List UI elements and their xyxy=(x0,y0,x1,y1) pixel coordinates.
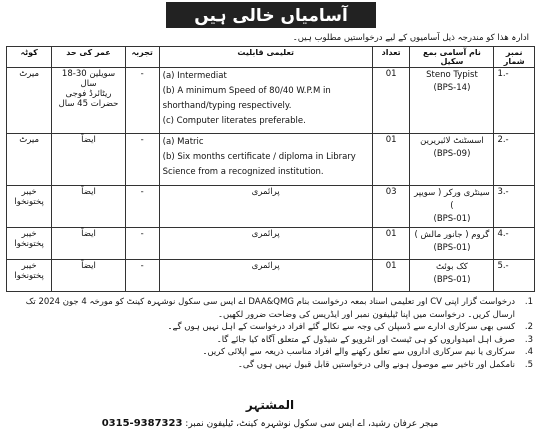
cell-post xyxy=(410,68,494,134)
post-name: Steno Typist xyxy=(426,70,478,80)
cell-serial: 2.- xyxy=(494,134,535,186)
cell-quantity: 01 xyxy=(372,260,410,292)
note-number: 5. xyxy=(524,359,533,370)
table-row xyxy=(7,68,535,134)
table-row xyxy=(7,228,535,260)
qualification-line: (a) Intermediat xyxy=(162,71,227,81)
table-row xyxy=(7,134,535,186)
cell-post xyxy=(410,134,494,186)
note-text: درخواست گزار اپنی CV اور تعلیمی اسناد بمعہ درخواست بنام DAA&QMG اے ایس سی سکول نوشہرہ کینٹ کو مورخہ 4 جون 2024 تک ارسال کریں۔ درخواست میں اپنا ٹیلیفون نمبر اور ایڈریس کی وضاحت ضرور لکھیں۔ xyxy=(25,297,515,320)
cell-qualification xyxy=(159,134,372,186)
cell-experience: - xyxy=(125,134,159,186)
cell-serial: 1.- xyxy=(494,68,535,134)
cell-post xyxy=(410,228,494,260)
table-header-row xyxy=(7,47,535,68)
qualification-line: (a) Matric xyxy=(162,137,204,147)
cell-serial: 3.- xyxy=(494,186,535,228)
qualification-line: (b) A minimum Speed of 80/40 W.P.M in xyxy=(162,86,331,96)
address-text: میجر عرفان رشید، اے ایس سی سکول نوشہرہ کینٹ، ٹیلیفون نمبر: xyxy=(185,419,439,429)
note-item xyxy=(6,346,533,359)
cell-serial: 4.- xyxy=(494,228,535,260)
note-text: کسی بھی سرکاری ادارے سے ڈسپلن کی وجہ سے نکالے گئے افراد درخواست کے اہل نہیں ہوں گے۔ xyxy=(167,322,515,332)
post-name: گروم ( جانور مالش ) xyxy=(414,230,490,240)
post-scale: (BPS-09) xyxy=(433,149,471,159)
cell-age: ایضاً xyxy=(52,186,125,228)
header-serial: نمبر شمار xyxy=(494,47,535,68)
advertiser-title: المشتہر xyxy=(245,398,295,412)
cell-quantity: 01 xyxy=(372,68,410,134)
note-text: نامکمل اور تاخیر سے موصول ہونے والی درخواستیں قابل قبول نہیں ہوں گی۔ xyxy=(237,359,515,370)
page-title: آسامیاں خالی ہیں xyxy=(166,2,376,28)
intro-text: ادارہ ھذا کو مندرجہ ذیل آسامیوں کے لیے درخواستیں مطلوب ہیں۔ xyxy=(292,33,529,43)
note-number: 1. xyxy=(524,297,533,307)
note-text: سرکاری یا نیم سرکاری اداروں سے تعلق رکھنے والے افراد مناسب ذریعہ سے اپلائی کریں۔ xyxy=(202,347,515,357)
cell-post xyxy=(410,260,494,292)
cell-qualification: پرائمری xyxy=(159,186,372,228)
qualification-line: (b) Six months certificate / diploma in Library xyxy=(162,152,356,162)
post-scale: (BPS-01) xyxy=(433,214,471,224)
header-quota: کوٹہ xyxy=(7,47,52,68)
cell-quantity: 03 xyxy=(372,186,410,228)
qualification-line: Science from a recognized institution. xyxy=(162,167,324,177)
cell-quantity: 01 xyxy=(372,134,410,186)
cell-age: ایضاً xyxy=(52,134,125,186)
header-age: عمر کی حد xyxy=(52,47,125,68)
note-item xyxy=(6,359,533,372)
cell-age: ایضاً xyxy=(52,260,125,292)
table-row xyxy=(7,186,535,228)
notes-list xyxy=(6,296,533,371)
cell-experience: - xyxy=(125,186,159,228)
header-qualification: تعلیمی قابلیت xyxy=(159,47,372,68)
cell-quota: خیبر پختونخوا xyxy=(7,186,52,228)
note-item xyxy=(6,321,533,334)
post-scale: (BPS-14) xyxy=(433,83,471,93)
cell-experience: - xyxy=(125,68,159,134)
vacancies-table xyxy=(6,46,535,292)
post-scale: (BPS-01) xyxy=(433,243,471,253)
note-number: 3. xyxy=(524,334,533,345)
table-row xyxy=(7,260,535,292)
header-post: نام آسامی بمع سکیل xyxy=(410,47,494,68)
cell-quota: خیبر پختونخوا xyxy=(7,228,52,260)
post-name: سینٹری ورکر ( سویپر ) xyxy=(414,188,490,211)
cell-age: ایضاً xyxy=(52,228,125,260)
cell-quota: میرٹ xyxy=(7,68,52,134)
post-name: اسسٹنٹ لائبریرین xyxy=(420,136,484,146)
cell-quantity: 01 xyxy=(372,228,410,260)
qualification-line: shorthand/typing respectively. xyxy=(162,101,292,111)
post-scale: (BPS-01) xyxy=(433,275,471,285)
header-experience: تجربہ xyxy=(125,47,159,68)
advertiser-address xyxy=(60,418,480,429)
cell-qualification: پرائمری xyxy=(159,260,372,292)
note-number: 4. xyxy=(524,347,533,357)
phone-number: 0315-9387323 xyxy=(101,418,183,429)
cell-age xyxy=(52,68,125,134)
post-name: کک بوئٹ xyxy=(436,262,468,272)
note-item xyxy=(6,334,533,347)
cell-qualification: پرائمری xyxy=(159,228,372,260)
qualification-line: (c) Computer literates preferable. xyxy=(162,116,306,126)
age-line: سویلین 30-18 سال xyxy=(61,69,116,89)
cell-experience: - xyxy=(125,260,159,292)
cell-experience: - xyxy=(125,228,159,260)
cell-quota: خیبر پختونخوا xyxy=(7,260,52,292)
note-item xyxy=(6,296,533,321)
cell-post xyxy=(410,186,494,228)
cell-serial: 5.- xyxy=(494,260,535,292)
header-quantity: تعداد xyxy=(372,47,410,68)
note-number: 2. xyxy=(524,322,533,332)
cell-qualification xyxy=(159,68,372,134)
age-line: ریٹائرڈ فوجی حضرات 45 سال xyxy=(58,89,119,109)
note-text: صرف اہل امیدواروں کو ہی ٹیسٹ اور انٹرویو کے شیڈول کے متعلق آگاہ کیا جائے گا۔ xyxy=(216,334,515,345)
cell-quota: میرٹ xyxy=(7,134,52,186)
